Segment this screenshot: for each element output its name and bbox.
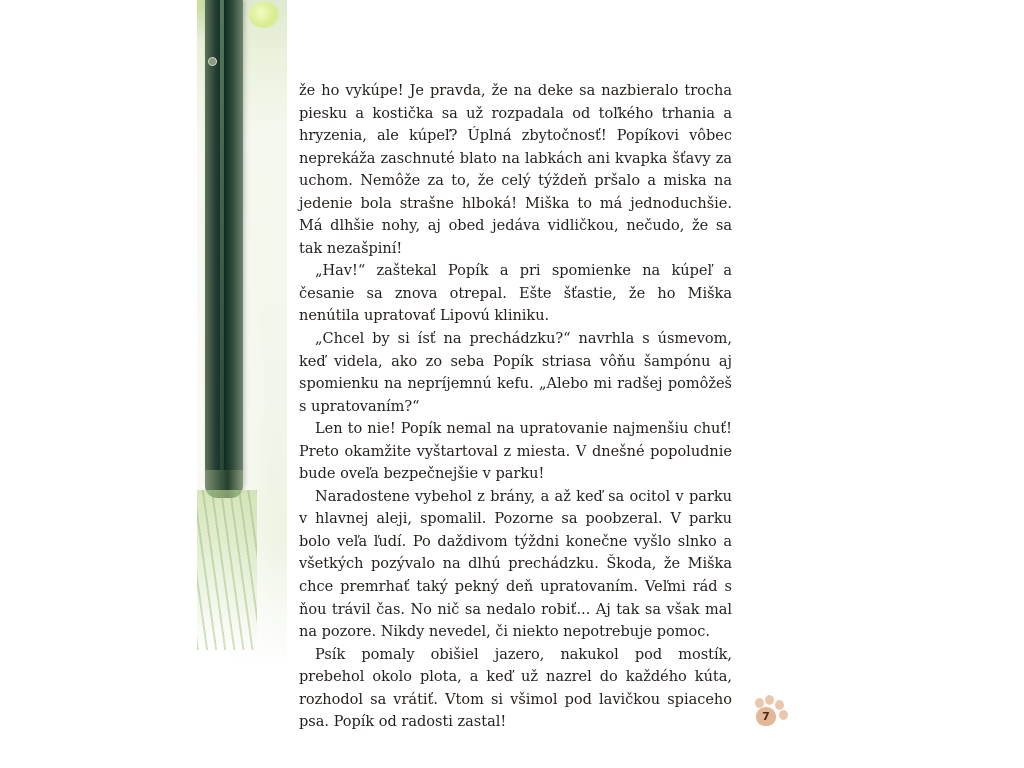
paragraph-2: „Hav!“ zaštekal Popík a pri spomienke na kúpeľ a česanie sa znova otrepal. Ešte šťastie, že ho Miška nenútila upratovať Lipovú kliniku. bbox=[299, 263, 732, 325]
paragraph-5: Naradostene vybehol z brány, a až keď sa ocitol v parku v hlavnej aleji, spomalil. Pozorne sa poobzeral. V parku bolo veľa ľudí. Po daždivom týždni konečne vyšlo slnko a všetkých pozývalo na dlhú prechádzku. Škoda, že Miška chce premrhať taký pekný deň upratovaním. Veľmi rád s ňou trávil čas. No nič sa nedalo robiť... Aj tak sa však mal na pozore. Nikdy nevedel, či niekto nepotrebuje pomoc. bbox=[299, 488, 732, 641]
paragraph-1: že ho vykúpe! Je pravda, že na deke sa nazbieralo trocha piesku a kostička sa už rozpadala od toľkého trhania a hryzenia, ale kúpeľ? Úplná zbytočnosť! Popíkovi vôbec neprekáža zaschnuté blato na labkách ani kvapka šťavy za uchom. Nemôže za to, že celý týždeň pršalo a miska na jedenie bola strašne hlboká! Miška to má jednoduchšie. Má dlhšie nohy, aj obed jedáva vidličkou, nečudo, že sa tak nezašpiní! bbox=[299, 83, 732, 257]
paragraph-4: Len to nie! Popík nemal na upratovanie najmenšiu chuť! Preto okamžite vyštartoval z miesta. V dnešné popoludnie bude oveľa bezpečnejšie v parku! bbox=[299, 421, 732, 483]
paragraph-6: Psík pomaly obišiel jazero, nakukol pod mostík, prebehol okolo plota, a keď už nazrel do každého kúta, rozhodol sa vrátiť. Vtom si všimol pod lavičkou spiaceho psa. Popík od radosti zastal! bbox=[299, 646, 732, 731]
paragraph-3: „Chcel by si ísť na prechádzku?“ navrhla s úsmevom, keď videla, ako zo seba Popík striasa vôňu šampónu aj spomienku na nepríjemnú kefu. „Alebo mi radšej pomôžeš s upratovaním?“ bbox=[299, 331, 732, 415]
plant-stem bbox=[205, 0, 243, 495]
paw-toe bbox=[765, 695, 774, 705]
paw-print-icon bbox=[753, 697, 789, 731]
stem-knot bbox=[208, 57, 217, 66]
paw-toe bbox=[779, 710, 788, 720]
page-number: 7 bbox=[756, 707, 776, 726]
leaf-highlight bbox=[249, 2, 279, 28]
grass-blades bbox=[197, 490, 257, 650]
story-text bbox=[299, 80, 732, 734]
paw-toe bbox=[775, 700, 784, 710]
illustration-plant-stem bbox=[197, 0, 287, 670]
